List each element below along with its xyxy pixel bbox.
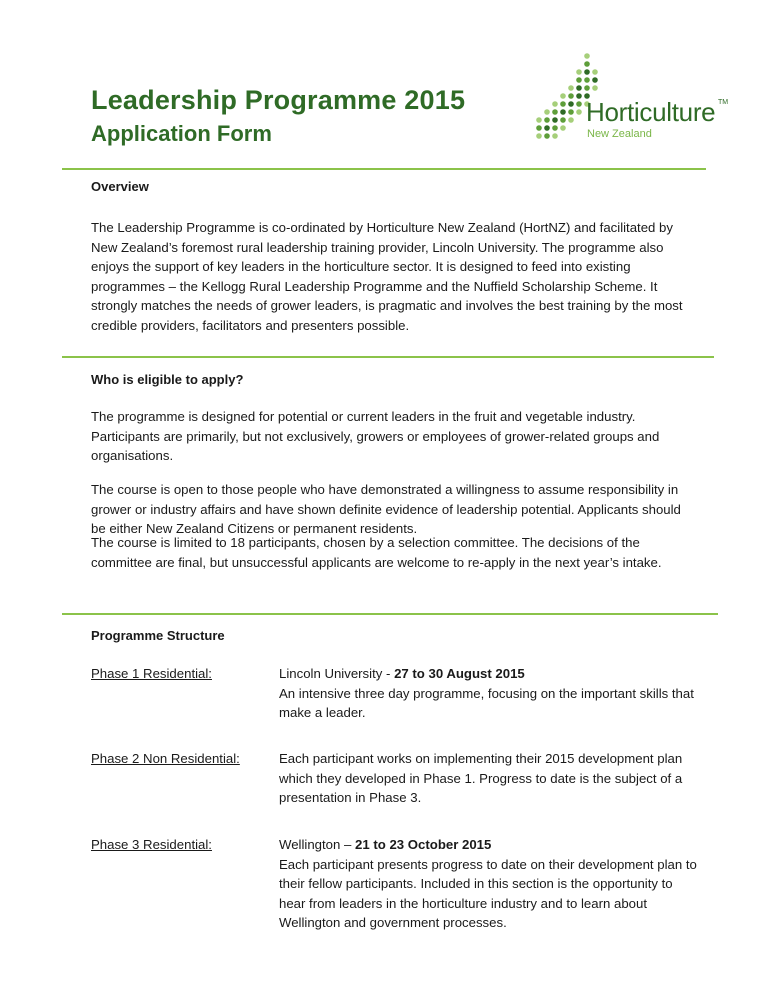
logo-dot bbox=[584, 85, 590, 91]
phase-2-details bbox=[279, 749, 699, 808]
logo-dot bbox=[592, 77, 598, 83]
logo-subtitle: New Zealand bbox=[587, 128, 652, 140]
logo-dot bbox=[536, 125, 542, 131]
phase-1-location: Lincoln University - bbox=[279, 666, 395, 681]
phase-1-details bbox=[279, 664, 699, 723]
phase-3-location: Wellington – bbox=[279, 837, 355, 852]
phase-2-label: Phase 2 Non Residential: bbox=[91, 751, 240, 766]
logo-dot bbox=[544, 125, 550, 131]
logo-dot bbox=[568, 85, 574, 91]
logo-dot bbox=[544, 117, 550, 123]
logo-dot bbox=[544, 109, 550, 115]
logo-dot bbox=[560, 109, 566, 115]
phase-3-label: Phase 3 Residential: bbox=[91, 837, 212, 852]
logo-dot bbox=[536, 133, 542, 139]
logo-dot bbox=[552, 133, 558, 139]
logo-dot bbox=[576, 109, 582, 115]
logo-dot bbox=[568, 93, 574, 99]
logo-dot bbox=[584, 53, 590, 59]
logo-dot bbox=[568, 117, 574, 123]
logo-dot bbox=[584, 77, 590, 83]
logo-dot bbox=[568, 101, 574, 107]
logo-dot bbox=[560, 117, 566, 123]
logo-dot bbox=[568, 109, 574, 115]
phase-1-description: An intensive three day programme, focusing on the important skills that make a leader. bbox=[279, 685, 694, 721]
structure-heading: Programme Structure bbox=[91, 628, 225, 643]
eligibility-paragraph-1: The programme is designed for potential or current leaders in the fruit and vegetable industry. Participants are primarily, but not exclusively, growers or employees of grower-related groups and organisations. bbox=[91, 409, 660, 464]
logo-dot bbox=[560, 101, 566, 107]
logo-dot bbox=[552, 117, 558, 123]
logo-dot bbox=[560, 125, 566, 131]
eligibility-paragraph-3: The course is limited to 18 participants, chosen by a selection committee. The decisions of the committee are final, but unsuccessful applicants are welcome to re-apply in the next year’s intake. bbox=[91, 535, 662, 570]
eligibility-paragraph-2: The course is open to those people who have demonstrated a willingness to assume responsibility in grower or industry affairs and have shown definite evidence of leadership potential. Applicants should be either New Zealand Citizens or permanent residents. bbox=[91, 482, 681, 537]
phase-3-description: Each participant presents progress to date on their development plan to their fellow participants. Included in this section is the opportunity to hear from leaders in the horticulture industry and to learn about Wellington and government processes. bbox=[279, 856, 697, 931]
logo-dot bbox=[576, 77, 582, 83]
logo-dot bbox=[536, 117, 542, 123]
logo-dot bbox=[552, 109, 558, 115]
logo-dot bbox=[584, 69, 590, 75]
phase-1-label: Phase 1 Residential: bbox=[91, 666, 212, 681]
logo-dot bbox=[592, 69, 598, 75]
page-title: Leadership Programme 2015 bbox=[91, 85, 466, 115]
phase-3-details bbox=[279, 835, 699, 933]
divider bbox=[62, 356, 714, 358]
logo-dot bbox=[584, 61, 590, 67]
page-subtitle: Application Form bbox=[91, 121, 272, 146]
logo-wordmark: Horticulture bbox=[586, 97, 716, 127]
logo-dot bbox=[576, 85, 582, 91]
overview-heading: Overview bbox=[91, 179, 149, 194]
overview-body: The Leadership Programme is co-ordinated by Horticulture New Zealand (HortNZ) and facilitated by New Zealand’s foremost rural leadership training provider, Lincoln University. The programme also enjoys the support of key leaders in the horticulture sector. It is designed to feed into existing programmes – the Kellogg Rural Leadership Programme and the Nuffield Scholarship Scheme. It strongly matches the needs of grower leaders, is pragmatic and involves the best training by the most credible providers, facilitators and presenters possible. bbox=[91, 220, 683, 333]
logo-dot bbox=[544, 133, 550, 139]
phase-2-description: Each participant works on implementing their 2015 development plan which they developed in Phase 1. Progress to date is the subject of a presentation in Phase 3. bbox=[279, 751, 683, 806]
phase-1-date: 27 to 30 August 2015 bbox=[394, 666, 525, 681]
logo-dot bbox=[576, 93, 582, 99]
logo-dot bbox=[552, 101, 558, 107]
logo-trademark: TM bbox=[718, 99, 729, 106]
divider bbox=[62, 168, 706, 170]
logo-dot bbox=[560, 93, 566, 99]
eligibility-heading: Who is eligible to apply? bbox=[91, 372, 244, 387]
logo-dot bbox=[592, 85, 598, 91]
divider bbox=[62, 613, 718, 615]
logo-dot bbox=[576, 69, 582, 75]
phase-3-date: 21 to 23 October 2015 bbox=[355, 837, 492, 852]
logo-dot bbox=[552, 125, 558, 131]
logo-dot bbox=[576, 101, 582, 107]
